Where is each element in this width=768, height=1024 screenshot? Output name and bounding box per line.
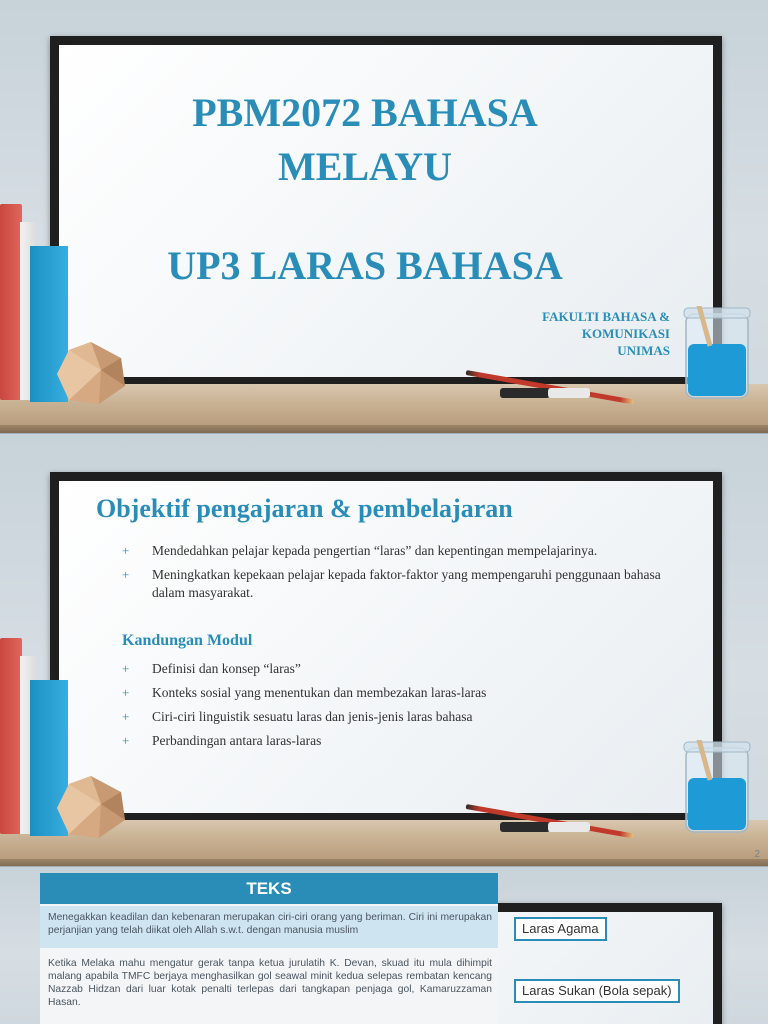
list-item <box>122 660 682 678</box>
module-heading: Kandungan Modul <box>122 632 253 649</box>
red-book-icon <box>0 204 22 400</box>
water-jar-icon <box>680 740 754 834</box>
label-laras-sukan: Laras Sukan (Bola sepak) <box>514 979 680 1003</box>
red-book-icon <box>0 638 22 834</box>
module-list <box>122 660 682 756</box>
shelf-edge <box>0 425 768 433</box>
faculty-line-3: UNIMAS <box>617 343 670 358</box>
label-laras-agama: Laras Agama <box>514 917 607 941</box>
eraser-tip-icon <box>548 822 590 832</box>
eraser-icon <box>500 822 550 832</box>
list-item <box>122 684 682 702</box>
list-item <box>122 542 682 560</box>
list-item <box>122 708 682 726</box>
plus-icon: + <box>122 709 130 724</box>
course-title-line-1: PBM2072 BAHASA <box>192 90 538 135</box>
page-number: 2 <box>754 849 760 860</box>
objective-text: Meningkatkan kepekaan pelajar kepada faktor-faktor yang mempengaruhi penggunaan bahasa dalam masyarakat. <box>152 567 661 600</box>
slide-1 <box>0 0 768 433</box>
module-text: Konteks sosial yang menentukan dan membezakan laras-laras <box>152 685 487 700</box>
slide-2 <box>0 434 768 866</box>
list-item <box>122 732 682 750</box>
plus-icon: + <box>122 685 130 700</box>
wooden-gem-icon <box>55 340 127 406</box>
table-row <box>40 906 498 948</box>
religious-text: Menegakkan keadilan dan kebenaran merupakan ciri-ciri orang yang beriman. Ciri ini merupakan perjanjian yang telah diikat oleh Allah s.w.t. dengan manusia muslim <box>48 912 492 936</box>
faculty-line-1: FAKULTI BAHASA & <box>542 309 670 324</box>
plus-icon: + <box>122 733 130 748</box>
objectives-title: Objektif pengajaran & pembelajaran <box>96 494 513 523</box>
shelf-edge <box>0 859 768 866</box>
faculty-label <box>470 308 670 359</box>
faculty-line-2: KOMUNIKASI <box>581 326 670 341</box>
objectives-list <box>122 542 682 608</box>
course-title <box>130 86 600 194</box>
slide-3 <box>0 867 768 1024</box>
objective-text: Mendedahkan pelajar kepada pengertian “laras” dan kepentingan mempelajarinya. <box>152 543 598 558</box>
unit-title: UP3 LARAS BAHASA <box>167 243 563 288</box>
plus-icon: + <box>122 543 130 558</box>
sports-text: Ketika Melaka mahu mengatur gerak tanpa ketua jurulatih K. Devan, skuad itu mula dihimpit malang apabila TMFC berjaya menghasilkan gol seawal minit kedua selepas rembatan kencang Nazzab Hidzan dari luar kotak penalti terlepas dari tangkapan penjaga gol, Kamaruzzaman Hasan. <box>48 958 492 1008</box>
module-text: Definisi dan konsep “laras” <box>152 661 301 676</box>
wooden-gem-icon <box>55 774 127 840</box>
eraser-icon <box>500 388 550 398</box>
list-item <box>122 566 682 602</box>
eraser-tip-icon <box>548 388 590 398</box>
water-jar-icon <box>680 306 754 400</box>
table-header: TEKS <box>40 873 498 904</box>
plus-icon: + <box>122 661 130 676</box>
module-text: Ciri-ciri linguistik sesuatu laras dan jenis-jenis laras bahasa <box>152 709 473 724</box>
plus-icon: + <box>122 567 130 582</box>
module-text: Perbandingan antara laras-laras <box>152 733 322 748</box>
text-table <box>40 873 498 1024</box>
course-title-line-2: MELAYU <box>277 144 453 189</box>
